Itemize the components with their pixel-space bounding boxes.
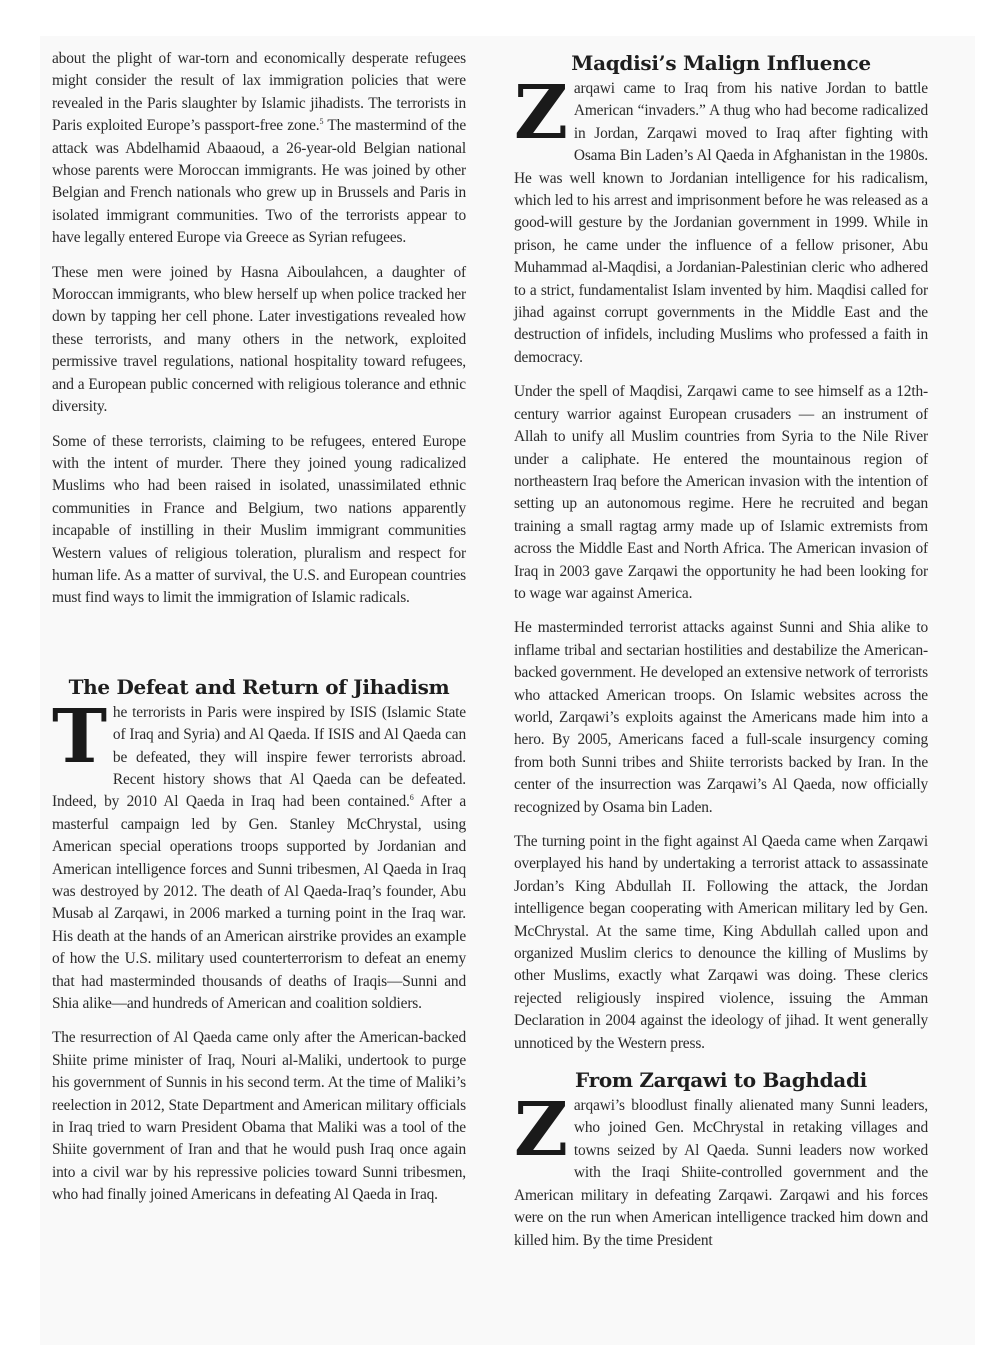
body-paragraph-with-dropcap: Zarqawi came to Iraq from his native Jordan to battle American “invaders.” A thug who had become radicalized in Jordan, Zarqawi moved to Iraq after fighting with Osama Bin Laden’s Al Qaeda in Afghanistan in the 1980s. He was well known to Jordanian intelligence for his radicalism, which led to his arrest and imprisonment before he was released as a good-will gesture by the Jordanian government in 1999. While in prison, he came under the influence of a fellow prisoner, Abu Muhammad al-Maqdisi, a Jordanian-Palestinian cleric who adhered to a strict, fundamentalist Islam invented by him. Maqdisi called for jihad against corrupt governments in the Middle East and the destruction of infidels, including Muslims who professed a faith in democracy. <box>514 70 928 366</box>
section-heading: From Zarqawi to Baghdadi <box>575 1068 867 1093</box>
footnote-marker[interactable]: 5 <box>319 117 324 127</box>
body-paragraph-with-dropcap: Zarqawi’s bloodlust finally alienated many Sunni leaders, who joined Gen. McChrystal in retaking villages and towns seized by Al Qaeda. Sunni leaders now worked with the Iraqi Shiite-controlled government and the American military in defeating Zarqawi. Zarqawi and his forces were on the run when American intelligence tracked him down and killed him. By the time President <box>514 1087 928 1249</box>
document-page <box>40 36 975 1345</box>
right-column <box>514 50 928 1264</box>
section-heading: Maqdisi’s Malign Influence <box>571 51 871 75</box>
section-heading: The Defeat and Return of Jihadism <box>68 674 450 699</box>
drop-cap: T <box>52 693 107 780</box>
body-paragraph: Some of these terrorists, claiming to be refugees, entered Europe with the intent of murder. There they joined young radicalized Muslims who had been raised in isolated, unassimilated ethnic communities in France and Belgium, two nations apparently incapable of instilling in their Muslim immigrant communities Western values of religious toleration, pluralism and respect for human life. As a matter of survival, the U.S. and European countries must find ways to limit the immigration of Islamic radicals. <box>52 432 466 607</box>
drop-cap: Z <box>514 70 568 156</box>
drop-cap: Z <box>514 1087 568 1174</box>
body-paragraph: The turning point in the fight against Al Qaeda came when Zarqawi overplayed his hand by undertaking a terrorist attack to assassinate Jordan’s King Abdullah II. Following the attack, the Jordan intelligence began cooperating with American military led by Gen. McChrystal. At the same time, King Abdullah called upon and organized Muslim clerics to denounce the killing of Muslims by other Muslims, exactly what Zarqawi was doing. These clerics rejected religiously inspired violence, issuing the Amman Declaration in 2004 against the ideology of jihad. It went generally unnoticed by the Western press. <box>514 833 928 1052</box>
body-paragraph: about the plight of war-torn and economically desperate refugees might consider the result of lax immigration policies that were revealed in the Paris slaughter by Islamic jihadists. The terrorists in Paris exploited Europe’s passport-free zone.$^5$ The mastermind of the attack was Abdelhamid Abaaoud, a 26-year-old Belgian national whose parents were Moroccan immigrants. He was joined by other Belgian and French nationals who grew up in Brussels and Paris in isolated immigrant communities. Two of the terrorists appear to have legally entered Europe via Greece as Syrian refugees. <box>52 50 466 247</box>
body-paragraph: These men were joined by Hasna Aiboulahcen, a daughter of Moroccan immigrants, who blew herself up when police tracked her down by tapping her cell phone. Later investigations revealed how these terrorists, and many others in the network, exploited permissive travel regulations, national hospitality toward refugees, and a European public concerned with religious tolerance and ethnic diversity. <box>52 263 466 416</box>
body-paragraph: The resurrection of Al Qaeda came only after the American-backed Shiite prime minister of Iraq, Nouri al-Maliki, undertook to purge his government of Sunnis in his second term. At the time of Maliki’s reelection in 2012, State Department and American military officials in Iraq tried to warn President Obama that Maliki was a tool of the Shiite government of Iran and that he would push Iraq once again into a civil war by his repressive policies toward Sunni tribesmen, who had finally joined Americans in defeating Al Qaeda in Iraq. <box>52 1029 466 1204</box>
footnote-marker[interactable]: 6 <box>409 793 414 803</box>
left-column <box>52 48 466 1219</box>
body-paragraph: Under the spell of Maqdisi, Zarqawi came to see himself as a 12th-century warrior against European crusaders — an instrument of Allah to unify all Muslim countries from Syria to the Nile River under a caliphate. He entered the mountainous region of northeastern Iraq before the American invasion with the intention of setting up an autonomous regime. Here he recruited and began training a small ragtag army made up of Islamic extremists from across the Middle East and North Africa. The American invasion of Iraq in 2003 gave Zarqawi the opportunity he had been looking for to wage war against America. <box>514 383 928 602</box>
body-paragraph-with-dropcap: The terrorists in Paris were inspired by ISIS (Islamic State of Iraq and Syria) and Al Qaeda. If ISIS and Al Qaeda can be defeated, they will inspire fewer terrorists abroad. Recent history shows that Al Qaeda can be defeated. Indeed, by 2010 Al Qaeda in Iraq had been contained.$^6$ After a masterful campaign led by Gen. Stanley McChrystal, using American special operations troops supported by Jordanian and American intelligence forces and Sunni tribesmen, Al Qaeda in Iraq was destroyed by 2012. The death of Al Qaeda-Iraq’s founder, Abu Musab al Zarqawi, in 2006 marked a turning point in the Iraq war. His death at the hands of an American airstrike provides an example of how the U.S. military used counterterrorism to defeat an enemy that had masterminded thousands of deaths of Iraqis—Sunni and Shia alike—and hundreds of American and coalition soldiers. <box>52 693 466 1013</box>
body-paragraph: He masterminded terrorist attacks against Sunni and Shia alike to inflame tribal and sectarian hostilities and destabilize the American-backed government. He developed an extensive network of terrorists who attacked American troops. On Islamic websites across the world, Zarqawi’s exploits against the Americans made him into a hero. By 2005, Americans faced a full-scale insurgency coming from both Sunni tribes and Shiite terrorists backed by Iran. In the center of the insurrection was Zarqawi’s Al Qaeda, now officially recognized by Osama bin Laden. <box>514 619 928 816</box>
